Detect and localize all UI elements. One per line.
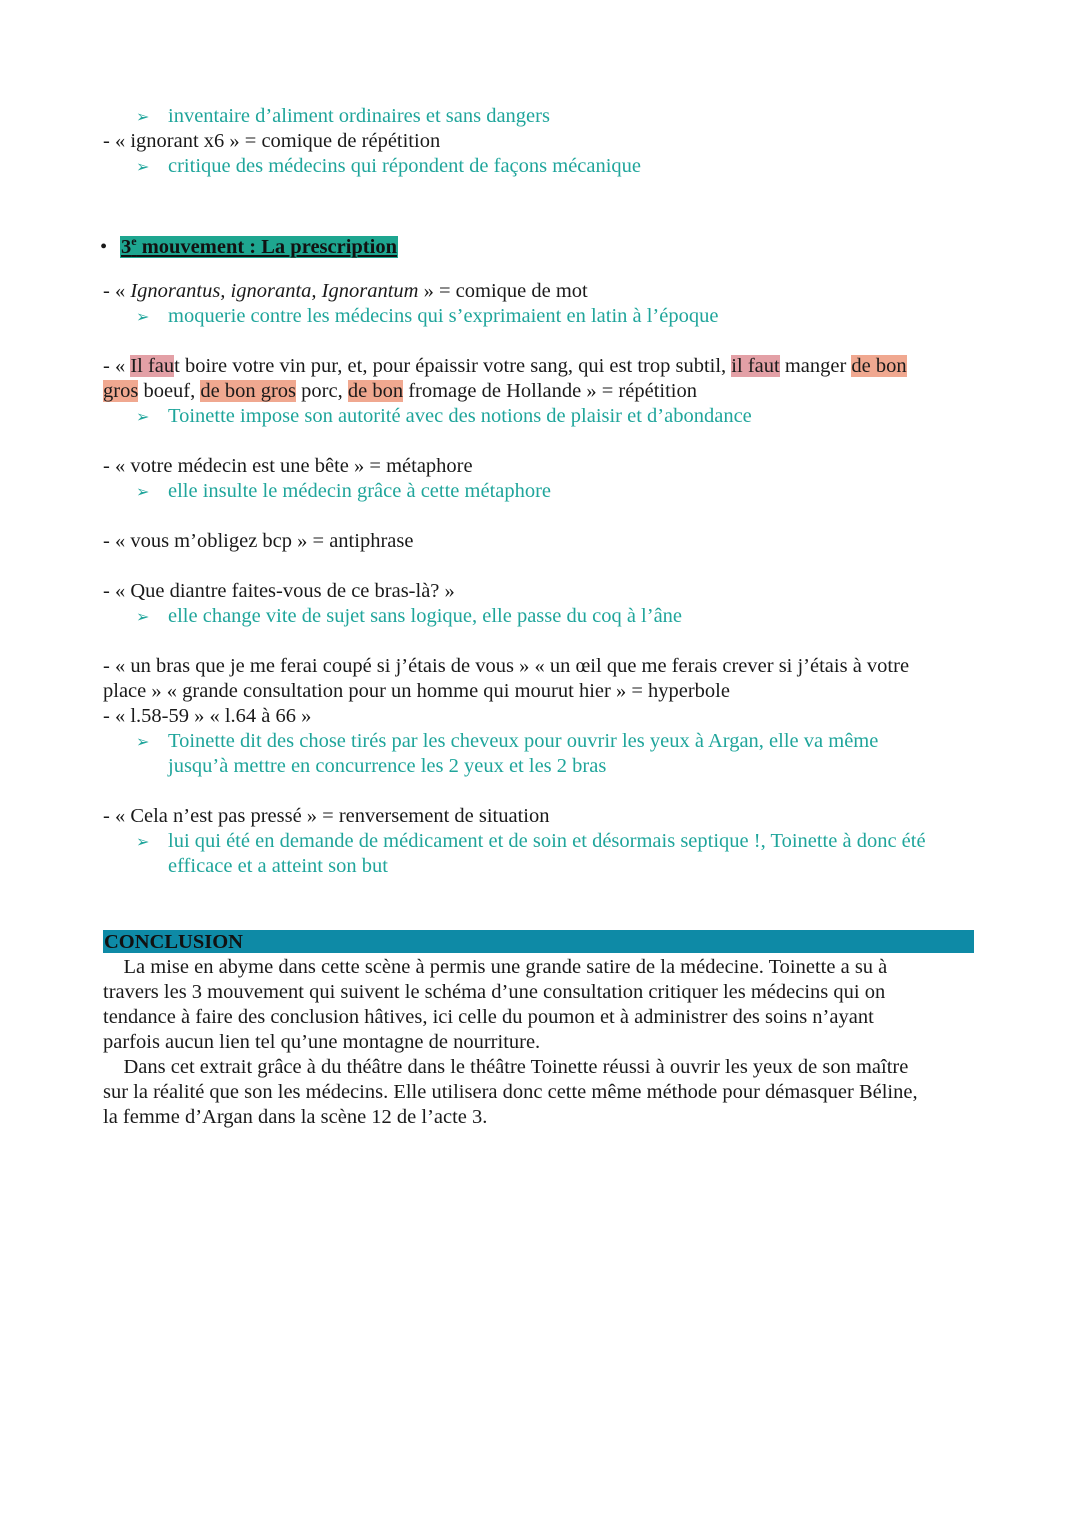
annotation-line <box>136 829 926 855</box>
arrow-bullet-icon: ➢ <box>136 309 150 326</box>
arrow-bullet-icon: ➢ <box>136 609 150 626</box>
annotation-line <box>136 729 878 755</box>
conclusion-heading: CONCLUSION <box>104 931 243 953</box>
conclusion-paragraph-line: La mise en abyme dans cette scène à permis une grande satire de la médecine. Toinette a su à <box>103 956 888 978</box>
analysis-line: gros boeuf, de bon gros porc, de bon fromage de Hollande » = répétition <box>103 380 697 402</box>
section-heading <box>100 229 398 260</box>
conclusion-paragraph-line: parfois aucun lien tel qu’une montagne de nourriture. <box>103 1031 541 1053</box>
analysis-line: - « Ignorantus, ignoranta, Ignorantum » = comique de mot <box>103 280 588 302</box>
annotation-text: lui qui été en demande de médicament et de soin et désormais septique !, Toinette à donc été <box>168 830 926 852</box>
annotation-line <box>136 154 641 180</box>
bullet-icon: • <box>100 235 108 258</box>
annotation-text: moquerie contre les médecins qui s’exprimaient en latin à l’époque <box>168 305 719 327</box>
analysis-line: - « votre médecin est une bête » = métaphore <box>103 455 473 477</box>
arrow-bullet-icon: ➢ <box>136 834 150 851</box>
annotation-text: elle insulte le médecin grâce à cette métaphore <box>168 480 552 502</box>
arrow-bullet-icon: ➢ <box>136 484 150 501</box>
arrow-bullet-icon: ➢ <box>136 409 150 426</box>
annotation-text: inventaire d’aliment ordinaires et sans dangers <box>168 105 550 127</box>
arrow-bullet-icon: ➢ <box>136 109 150 126</box>
section-heading-label: 3e mouvement : La prescription <box>121 234 397 258</box>
highlight: gros <box>103 380 139 402</box>
annotation-line <box>136 304 718 330</box>
annotation-line <box>136 404 752 430</box>
arrow-bullet-icon: ➢ <box>136 159 150 176</box>
annotation-line <box>136 604 682 630</box>
annotation-text: critique des médecins qui répondent de façons mécanique <box>168 155 642 177</box>
annotation-text: elle change vite de sujet sans logique, elle passe du coq à l’âne <box>168 605 683 627</box>
conclusion-paragraph-line: Dans cet extrait grâce à du théâtre dans le théâtre Toinette réussi à ouvrir les yeux de son maître <box>103 1056 909 1078</box>
conclusion-paragraph-line: travers les 3 mouvement qui suivent le schéma d’une consultation critiquer les médecins qui on <box>103 981 886 1003</box>
arrow-bullet-icon: ➢ <box>136 734 150 751</box>
highlight: de bon <box>851 355 907 377</box>
annotation-continuation: jusqu’à mettre en concurrence les 2 yeux et les 2 bras <box>168 755 607 777</box>
analysis-line: place » « grande consultation pour un homme qui mourut hier » = hyperbole <box>103 680 730 702</box>
highlight: il faut <box>731 355 780 377</box>
analysis-line: - « vous m’obligez bcp » = antiphrase <box>103 530 414 552</box>
highlight: de bon gros <box>200 380 297 402</box>
annotation-line <box>136 104 550 130</box>
conclusion-paragraph-line: tendance à faire des conclusion hâtives, ici celle du poumon et à administrer des soins n’ayant <box>103 1006 874 1028</box>
analysis-line: - « Cela n’est pas pressé » = renversement de situation <box>103 805 550 827</box>
latin-quote: Ignorantus, ignoranta, Ignorantum <box>130 280 419 302</box>
highlight: de bon <box>347 380 404 402</box>
annotation-continuation: efficace et a atteint son but <box>168 855 388 877</box>
conclusion-paragraph-line: sur la réalité que son les médecins. Elle utilisera donc cette même méthode pour démasquer Béline, <box>103 1081 918 1103</box>
annotation-text: Toinette dit des chose tirés par les cheveux pour ouvrir les yeux à Argan, elle va même <box>168 730 879 752</box>
analysis-line: - « ignorant x6 » = comique de répétition <box>103 130 441 152</box>
analysis-line: - « Il faut boire votre vin pur, et, pour épaissir votre sang, qui est trop subtil, il faut manger de bon <box>103 355 907 377</box>
analysis-line: - « l.58-59 » « l.64 à 66 » <box>103 705 312 727</box>
conclusion-paragraph-line: la femme d’Argan dans la scène 12 de l’acte 3. <box>103 1106 488 1128</box>
annotation-text: Toinette impose son autorité avec des notions de plaisir et d’abondance <box>168 405 752 427</box>
analysis-line: - « Que diantre faites-vous de ce bras-là? » <box>103 580 455 602</box>
annotation-line <box>136 479 551 505</box>
analysis-line: - « un bras que je me ferai coupé si j’étais de vous » « un œil que me ferais crever si j’étais à votre <box>103 655 910 677</box>
highlight: Il fau <box>130 355 175 377</box>
